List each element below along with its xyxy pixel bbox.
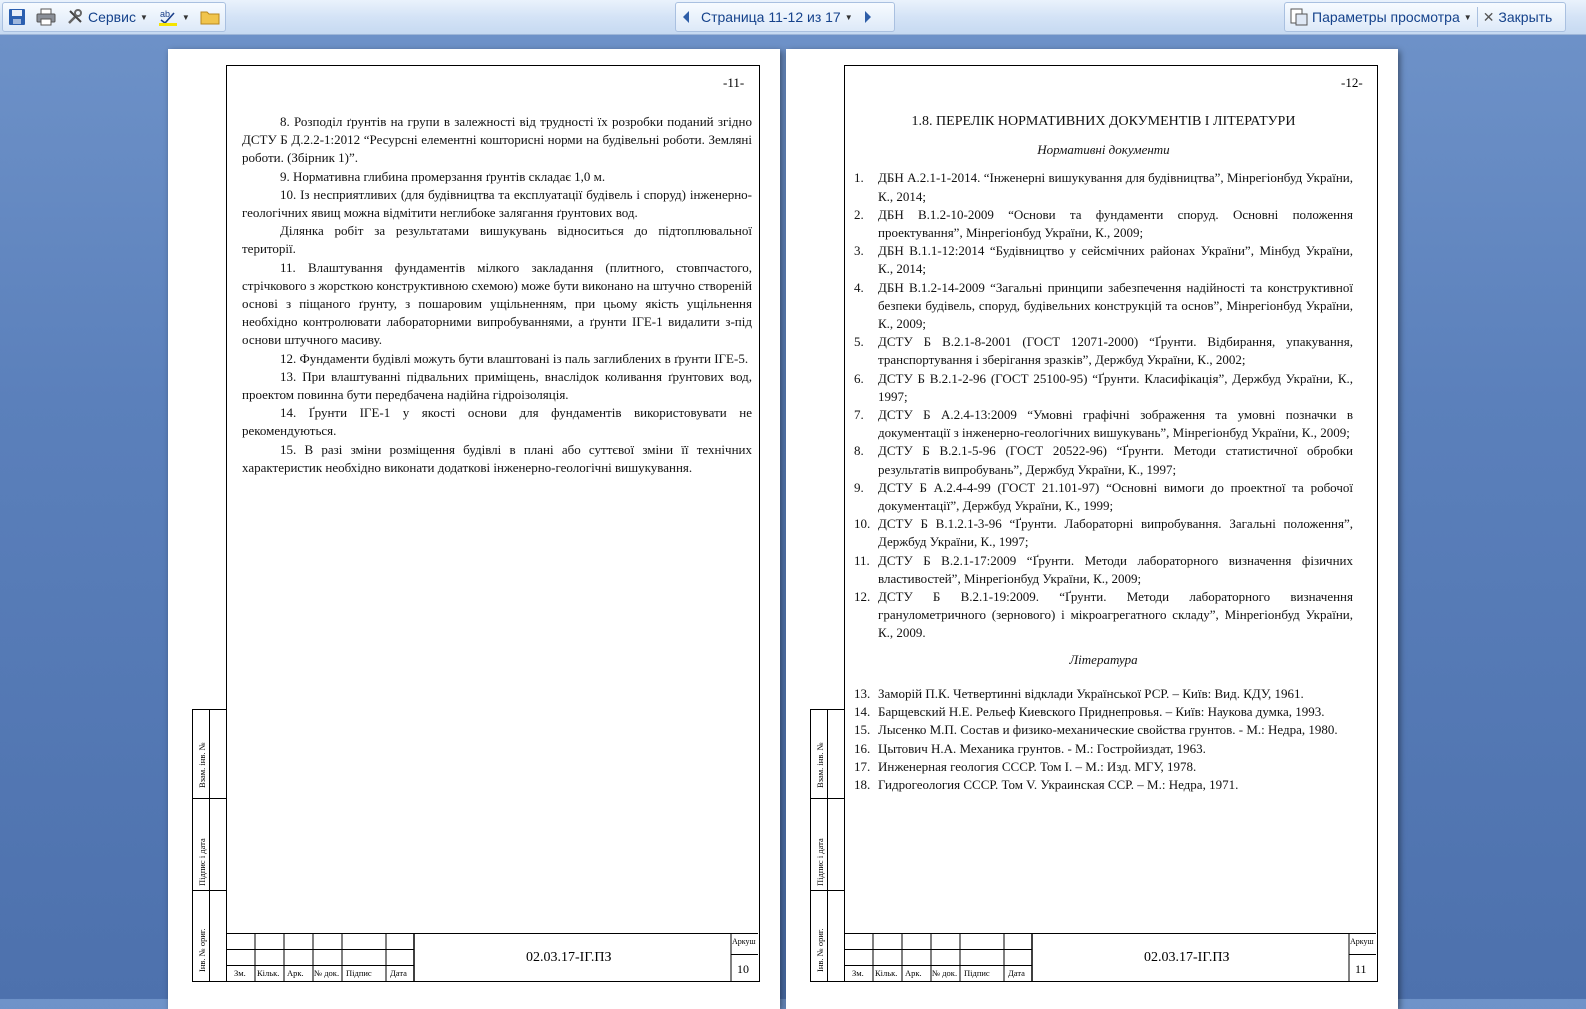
reference-number: 17. xyxy=(854,758,871,774)
stamp-label-signature-date: Підпис і дата xyxy=(197,838,207,886)
reference-item xyxy=(854,685,1353,703)
stamp-col-date: Дата xyxy=(390,968,407,978)
reference-item xyxy=(854,552,1353,588)
service-menu-button[interactable] xyxy=(61,4,153,30)
document-code: 02.03.17-ІГ.ПЗ xyxy=(1144,950,1230,965)
reference-text: Цытович Н.А. Механика грунтов. - М.: Гостройиздат, 1963. xyxy=(878,740,1206,756)
body-paragraph: 8. Розподіл ґрунтів на групи в залежності від трудності їх розробки поданий згідно ДСТУ Б Д.2.2-1:2012 “Ресурсні елементні кошторисні норми на будівельні роботи. Земляні роботи. (Збірник 1)”. xyxy=(242,114,752,166)
body-paragraph: 15. В разі зміни розміщення будівлі в плані або суттєвої зміни її технічних характеристик необхідно виконати додаткові інженерно-геологічні вишукування. xyxy=(242,441,752,475)
reference-number: 18. xyxy=(854,776,871,792)
sheet-number: 10 xyxy=(737,962,749,976)
reference-item xyxy=(854,721,1353,739)
previous-page-button[interactable] xyxy=(676,4,696,30)
reference-text: ДБН В.1.2-14-2009 “Загальні принципи забезпечення надійності та конструктивної безпеки будівель, споруд, будівельних конструкцій та основ”, Мінрегіонбуд України, К., 2009; xyxy=(878,279,1353,332)
chevron-down-icon: ▼ xyxy=(139,12,148,22)
view-settings-icon xyxy=(1290,8,1308,26)
save-button[interactable] xyxy=(3,4,31,30)
reference-text: Лысенко М.П. Состав и физико-механические свойства грунтов. - М.: Недра, 1980. xyxy=(878,722,1338,738)
title-block xyxy=(226,933,758,981)
section-heading: 1.8. ПЕРЕЛІК НОРМАТИВНИХ ДОКУМЕНТІВ І ЛІТЕРАТУРИ xyxy=(911,114,1296,129)
reference-number: 13. xyxy=(854,685,871,701)
spelling-button[interactable] xyxy=(153,4,195,30)
norms-list xyxy=(854,169,1353,642)
reference-text: ДБН В.1.1-12:2014 “Будівництво у сейсмічних районах України”, Мінбуд України, К., 2014; xyxy=(878,243,1353,277)
body-paragraph: 13. При влаштуванні підвальних приміщень, внаслідок коливання ґрунтових вод, проектом повинна бути передбачена надійна гідроізоляція. xyxy=(242,368,752,403)
triangle-right-icon xyxy=(863,10,873,24)
reference-text: ДСТУ Б В.2.1-8-2001 (ГОСТ 12071-2000) “Ґрунти. Відбирання, упакування, транспортування і зберігання зразків”, Держбуд України, К., 2002; xyxy=(878,334,1353,368)
stamp-label-replace-inv: Взам. інв. № xyxy=(197,742,207,788)
stamp-col-doc: № док. xyxy=(932,968,958,978)
reference-item xyxy=(854,206,1353,242)
chevron-down-icon: ▼ xyxy=(844,12,853,22)
reference-text: ДБН В.1.2-10-2009 “Основи та фундаменти споруд. Основні положення проектування”, Мінрегіонбуд України, К., 2009; xyxy=(878,206,1353,241)
reference-item xyxy=(854,588,1353,643)
stamp-label-signature-date: Підпис і дата xyxy=(815,838,825,886)
document-code: 02.03.17-ІГ.ПЗ xyxy=(526,950,612,965)
reference-number: 4. xyxy=(854,279,864,295)
reference-number: 9. xyxy=(854,479,864,495)
page-number: -11- xyxy=(723,75,745,90)
subheading-literature: Література xyxy=(1069,651,1138,667)
print-button[interactable] xyxy=(31,4,61,30)
page-number: -12- xyxy=(1341,75,1363,90)
title-block-grid xyxy=(844,934,1376,981)
printer-icon xyxy=(36,8,56,26)
reference-text: ДСТУ Б В.2.1-5-96 (ГОСТ 20522-96) “Ґрунти. Методи статистичної обробки результатів випробувань”, Держбуд України, К., 1997; xyxy=(878,443,1353,477)
reference-item xyxy=(854,758,1353,776)
reference-item xyxy=(854,333,1353,369)
sheet-label: Аркуш xyxy=(1350,937,1374,946)
reference-number: 5. xyxy=(854,334,864,350)
reference-item xyxy=(854,479,1353,515)
toolbar-left-group xyxy=(2,2,226,32)
reference-number: 11. xyxy=(854,552,870,568)
close-icon: ✕ xyxy=(1482,8,1495,25)
reference-text: Инженерная геология СССР. Том I. – М.: Изд. МГУ, 1978. xyxy=(878,758,1197,774)
close-button[interactable] xyxy=(1478,4,1558,30)
triangle-left-icon xyxy=(681,10,691,24)
reference-number: 2. xyxy=(854,206,864,222)
side-stamp xyxy=(810,709,845,982)
reference-number: 3. xyxy=(854,243,864,259)
title-block xyxy=(844,933,1376,981)
stamp-col-signature: Підпис xyxy=(964,968,990,978)
stamp-col-sheet: Арк. xyxy=(905,968,922,978)
reference-number: 16. xyxy=(854,740,871,756)
svg-text:ab: ab xyxy=(159,9,170,19)
open-folder-button[interactable] xyxy=(195,4,225,30)
stamp-label-replace-inv: Взам. інв. № xyxy=(815,742,825,788)
body-paragraph: 10. Із несприятливих (для будівництва та експлуатації будівель і споруд) інженерно-геологічних явищ можна відмітити неглибоке залягання ґрунтових вод. xyxy=(242,186,752,221)
reference-item xyxy=(854,442,1353,478)
reference-number: 14. xyxy=(854,704,871,720)
subheading-norms: Нормативні документи xyxy=(1037,142,1170,158)
reference-number: 10. xyxy=(854,516,871,532)
stamp-label-orig-inv: Інв. № ориг. xyxy=(815,928,825,972)
page-12 xyxy=(786,49,1398,1009)
tools-icon xyxy=(66,8,84,26)
sheet-label: Аркуш xyxy=(732,937,756,946)
folder-icon xyxy=(200,8,220,26)
page-11 xyxy=(168,49,780,1009)
reference-item xyxy=(854,370,1353,406)
body-paragraph: 12. Фундаменти будівлі можуть бути влаштовані із паль заглиблених в ґрунти ІГЕ-5. xyxy=(280,350,749,366)
body-paragraph: 9. Нормативна глибина промерзання ґрунтів складає 1,0 м. xyxy=(280,168,606,184)
page-body xyxy=(854,113,1353,794)
reference-number: 15. xyxy=(854,722,871,738)
chevron-down-icon: ▼ xyxy=(181,12,190,22)
reference-item xyxy=(854,740,1353,758)
reference-item xyxy=(854,242,1353,278)
title-block-grid xyxy=(226,934,758,981)
reference-number: 7. xyxy=(854,407,864,423)
reference-number: 6. xyxy=(854,370,864,386)
spellcheck-icon xyxy=(158,7,178,27)
page-indicator: Страница 11-12 из 17 xyxy=(701,9,841,25)
body-paragraph: Ділянка робіт за результатами вишукувань відноситься до підтоплювальної території. xyxy=(242,223,752,257)
stamp-col-signature: Підпис xyxy=(346,968,372,978)
reference-text: ДБН А.2.1-1-2014. “Інженерні вишукування для будівництва”, Мінрегіонбуд України, К., 2014; xyxy=(878,170,1353,204)
reference-item xyxy=(854,703,1353,721)
page-navigation-group xyxy=(675,2,895,32)
literature-list xyxy=(854,685,1353,794)
side-stamp xyxy=(192,709,227,982)
reference-item xyxy=(854,515,1353,551)
view-params-button[interactable] xyxy=(1285,4,1477,30)
reference-text: ДСТУ Б А.2.4-13:2009 “Умовні графічні зображення та умовні позначки в документації з інженерно-геологічних вишукувань”, Мінрегіонбуд України, К., 2009; xyxy=(878,407,1353,441)
reference-number: 12. xyxy=(854,589,871,605)
stamp-col-doc: № док. xyxy=(314,968,340,978)
reference-item xyxy=(854,279,1353,334)
print-preview-toolbar xyxy=(0,0,1586,35)
stamp-label-orig-inv: Інв. № ориг. xyxy=(197,928,207,972)
reference-text: Барщевский Н.Е. Рельеф Киевского Приднепровья. – Київ: Наукова думка, 1993. xyxy=(878,704,1325,720)
body-paragraph: 11. Влаштування фундаментів мілкого закладання (плитного, стовпчастого, стрічкового з жорсткою конструктивною схемою) може бути виконано на штучно створеній основі з піщаного ґрунту, з пошаровим ущільненням, при цьому якість ущільнення необхідно контролювати лабораторними випробуваннями, а ґрунти ІГЕ-1 видалити з-під основи штучного масиву. xyxy=(242,259,752,348)
reference-text: ДСТУ Б В.1.2.1-3-96 “Ґрунти. Лабораторні випробування. Загальні положення”, Держбуд України, К., 1997; xyxy=(878,516,1353,550)
toolbar-right-group xyxy=(1284,2,1566,32)
reference-item xyxy=(854,169,1353,205)
service-menu-label: Сервис xyxy=(88,9,136,25)
reference-text: ДСТУ Б В.2.1-19:2009. “Ґрунти. Методи лабораторного визначення гранулометричного (зернового) і мікроагрегатного складу”, Мінрегіонбуд України, К., 2009. xyxy=(878,589,1353,641)
sheet-number: 11 xyxy=(1355,962,1367,976)
reference-number: 1. xyxy=(854,170,864,186)
stamp-col-date: Дата xyxy=(1008,968,1025,978)
stamp-col-qty: Кільк. xyxy=(875,968,898,978)
reference-item xyxy=(854,776,1353,794)
view-params-label: Параметры просмотра xyxy=(1312,9,1460,25)
save-icon xyxy=(8,8,26,26)
reference-item xyxy=(854,406,1353,442)
stamp-col-qty: Кільк. xyxy=(257,968,280,978)
reference-text: Гидрогеология СССР. Том V. Украинская ССР. – М.: Недра, 1971. xyxy=(878,776,1239,792)
reference-text: ДСТУ Б В.2.1-17:2009 “Ґрунти. Методи лабораторного визначення фізичних властивостей”, Мінрегіонбуд України, К., 2009; xyxy=(878,552,1353,586)
page-selector[interactable] xyxy=(696,4,858,30)
body-paragraph: 14. Ґрунти ІГЕ-1 у якості основи для фундаментів використовувати не рекомендуються. xyxy=(242,405,752,439)
reference-number: 8. xyxy=(854,443,864,459)
next-page-button[interactable] xyxy=(858,4,878,30)
reference-text: ДСТУ Б А.2.4-4-99 (ГОСТ 21.101-97) “Основні вимоги до проектної та робочої документації”, Держбуд України, К., 1999; xyxy=(878,479,1353,514)
reference-text: ДСТУ Б В.2.1-2-96 (ГОСТ 25100-95) “Ґрунти. Класифікація”, Держбуд України, К., 1997; xyxy=(878,370,1353,404)
reference-text: Заморій П.К. Четвертинні відклади Української РСР. – Київ: Вид. КДУ, 1961. xyxy=(878,685,1304,701)
close-label: Закрыть xyxy=(1498,9,1553,25)
stamp-col-change: Зм. xyxy=(852,968,864,978)
stamp-col-change: Зм. xyxy=(234,968,246,978)
page-body xyxy=(242,113,752,477)
chevron-down-icon: ▼ xyxy=(1463,12,1472,22)
stamp-col-sheet: Арк. xyxy=(287,968,304,978)
